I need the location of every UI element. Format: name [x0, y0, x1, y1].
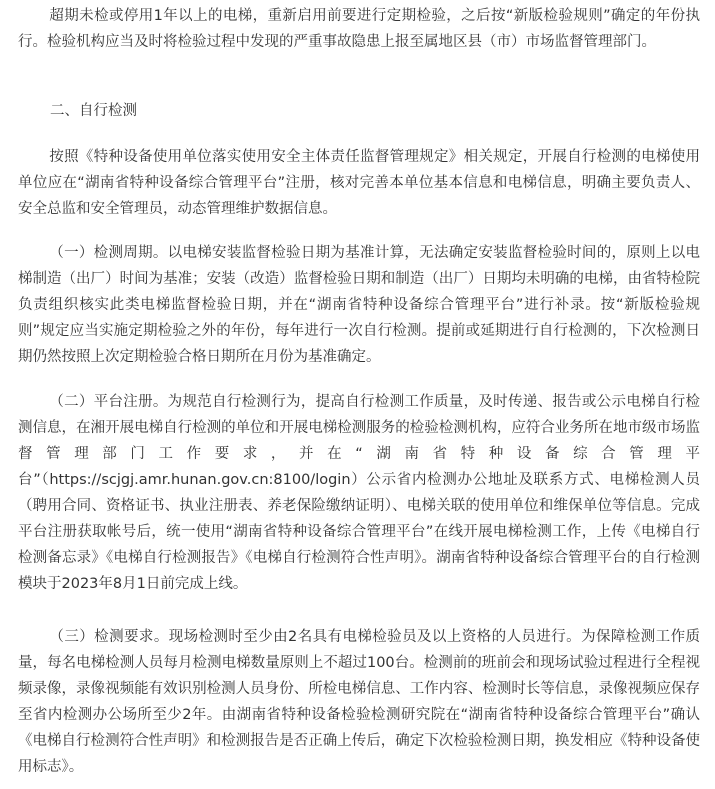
paragraph-reinspection: 超期未检或停用1年以上的电梯，重新启用前要进行定期检验，之后按“新版检验规则”确定的年份执行。检验机构应当及时将检验过程中发现的严重事故隐患上报至属地区县（市）市场监督管理部门。 — [18, 8, 700, 50]
paragraph-testing-cycle: （一）检测周期。以电梯安装监督检验日期为基准计算，无法确定安装监督检验时间的，原则上以电梯制造（出厂）时间为基准；安装（改造）监督检验日期和制造（出厂）日期均未明确的电梯，由省特检院负责组织核实此类电梯监督检验日期，并在“湖南省特种设备综合管理平台”进行补录。按“新版检验规则”规定应当实施定期检验之外的年份，每年进行一次自行检测。提前或延期进行自行检测的，下次检测日期仍然按照上次定期检验合格日期所在月份为基准确定。 — [18, 245, 700, 365]
paragraph-platform-registration: （二）平台注册。为规范自行检测行为，提高自行检测工作质量，及时传递、报告或公示电梯自行检测信息，在湘开展电梯自行检测的单位和开展电梯检测服务的检验检测机构，应符合业务所在地市级市场监督管理部门工作要求，并在“湖南省特种设备综合管理平台”（https://scjgj.amr.hunan.gov.cn:8100/login）公示省内检测办公地址及联系方式、电梯检测人员（聘用合同、资格证书、执业注册表、养老保险缴纳证明）、电梯关联的使用单位和维保单位等信息。完成平台注册获取帐号后，统一使用“湖南省特种设备综合管理平台”在线开展电梯检测工作，上传《电梯自行检测备忘录》《电梯自行检测报告》《电梯自行检测符合性声明》。湖南省特种设备综合管理平台的自行检测模块于2023年8月1日前完成上线。 — [18, 394, 700, 592]
paragraph-testing-requirements: （三）检测要求。现场检测时至少由2名具有电梯检验员及以上资格的人员进行。为保障检测工作质量，每名电梯检测人员每月检测电梯数量原则上不超过100台。检测前的班前会和现场试验过程进行全程视频录像，录像视频能有效识别检测人员身份、所检电梯信息、工作内容、检测时长等信息，录像视频应保存至省内检测办公场所至少2年。由湖南省特种设备检验检测研究院在“湖南省特种设备综合管理平台”确认《电梯自行检测符合性声明》和检测报告是否正确上传后，确定下次检验检测日期，换发相应《特种设备使用标志》。 — [18, 629, 700, 775]
paragraph-self-testing-intro: 按照《特种设备使用单位落实使用安全主体责任监督管理规定》相关规定，开展自行检测的电梯使用单位应在“湖南省特种设备综合管理平台”注册，核对完善本单位基本信息和电梯信息，明确主要负责人、安全总监和安全管理员，动态管理维护数据信息。 — [18, 149, 700, 217]
section-heading-self-testing: 二、自行检测 — [50, 103, 137, 119]
